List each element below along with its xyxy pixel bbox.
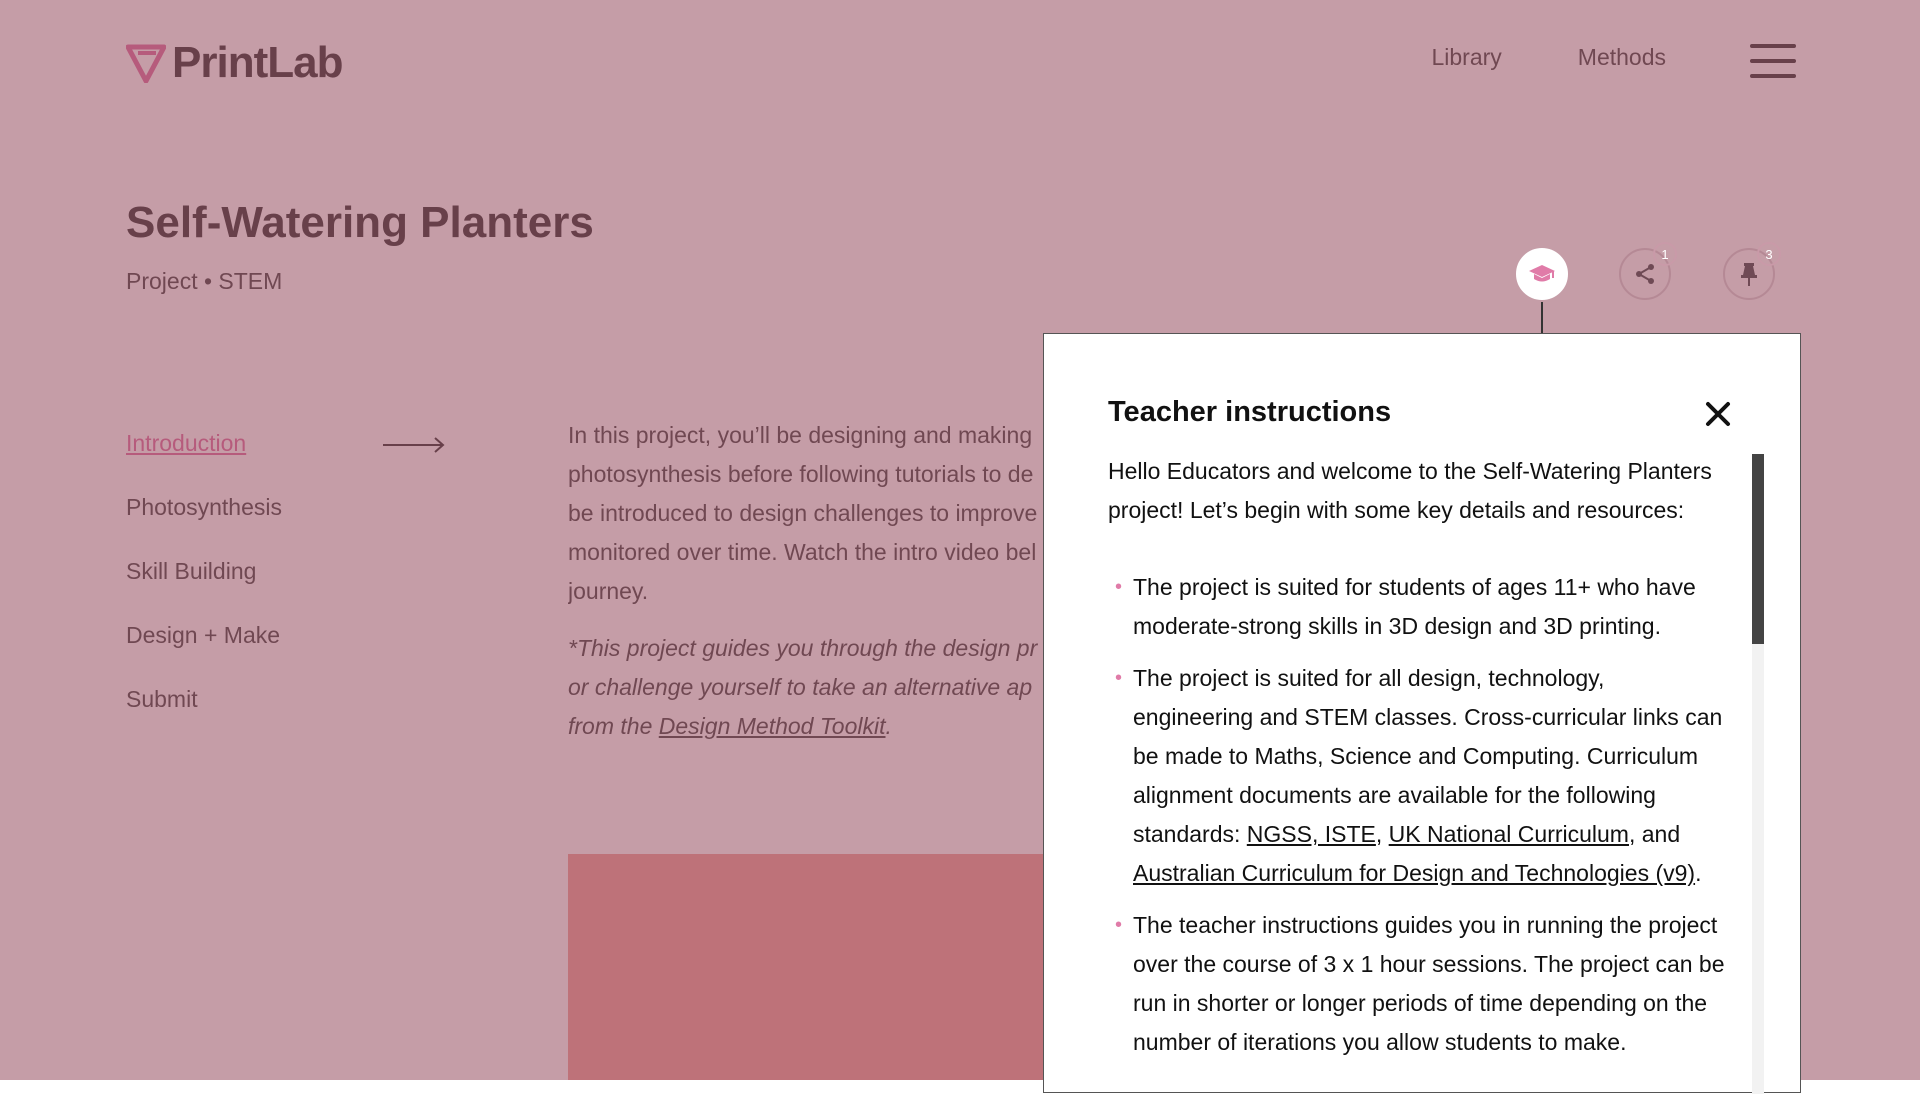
teacher-instructions-modal (1043, 333, 1801, 1093)
modal-scrollbar-thumb[interactable] (1752, 454, 1764, 644)
modal-title: Teacher instructions (1108, 396, 1392, 428)
australian-curriculum-link[interactable]: Australian Curriculum for Design and Technologies (v9) (1133, 860, 1696, 886)
pin-button[interactable] (1723, 248, 1775, 300)
separator-text: , (1375, 821, 1389, 847)
pin-icon (1738, 261, 1760, 287)
share-icon (1633, 262, 1657, 286)
modal-details-list (1108, 568, 1728, 1062)
list-item (1133, 659, 1728, 893)
project-tools (1516, 248, 1786, 304)
close-icon[interactable] (1704, 400, 1732, 428)
ngss-iste-link[interactable]: NGSS, ISTE (1246, 821, 1376, 847)
graduation-cap-icon (1528, 263, 1556, 285)
modal-body (1108, 452, 1728, 1075)
end-punctuation: . (1695, 860, 1702, 886)
modal-connector-line (1541, 302, 1543, 334)
list-item: • The project is suited for students of ages 11+ who have moderate-strong skills in 3D design and 3D printing. (1133, 568, 1728, 646)
uk-national-curriculum-link[interactable]: UK National Curriculum (1388, 821, 1629, 847)
pin-count-badge: 3 (1757, 242, 1781, 266)
teacher-instructions-button[interactable] (1516, 248, 1568, 300)
curriculum-text: The project is suited for all design, technology, engineering and STEM classes. Cross-curricular links can be made to Maths, Science and Computing. Curriculum alignment documents are available for the following standards: (1133, 665, 1723, 847)
list-item: • The teacher instructions guides you in running the project over the course of 3 x 1 hour sessions. The project can be run in shorter or longer periods of time depending on the number of iterations you allow students to make. (1133, 906, 1728, 1062)
modal-intro-text: Hello Educators and welcome to the Self-Watering Planters project! Let’s begin with some key details and resources: (1108, 458, 1712, 523)
share-count-badge: 1 (1653, 242, 1677, 266)
separator-text: , and (1628, 821, 1681, 847)
share-button[interactable] (1619, 248, 1671, 300)
